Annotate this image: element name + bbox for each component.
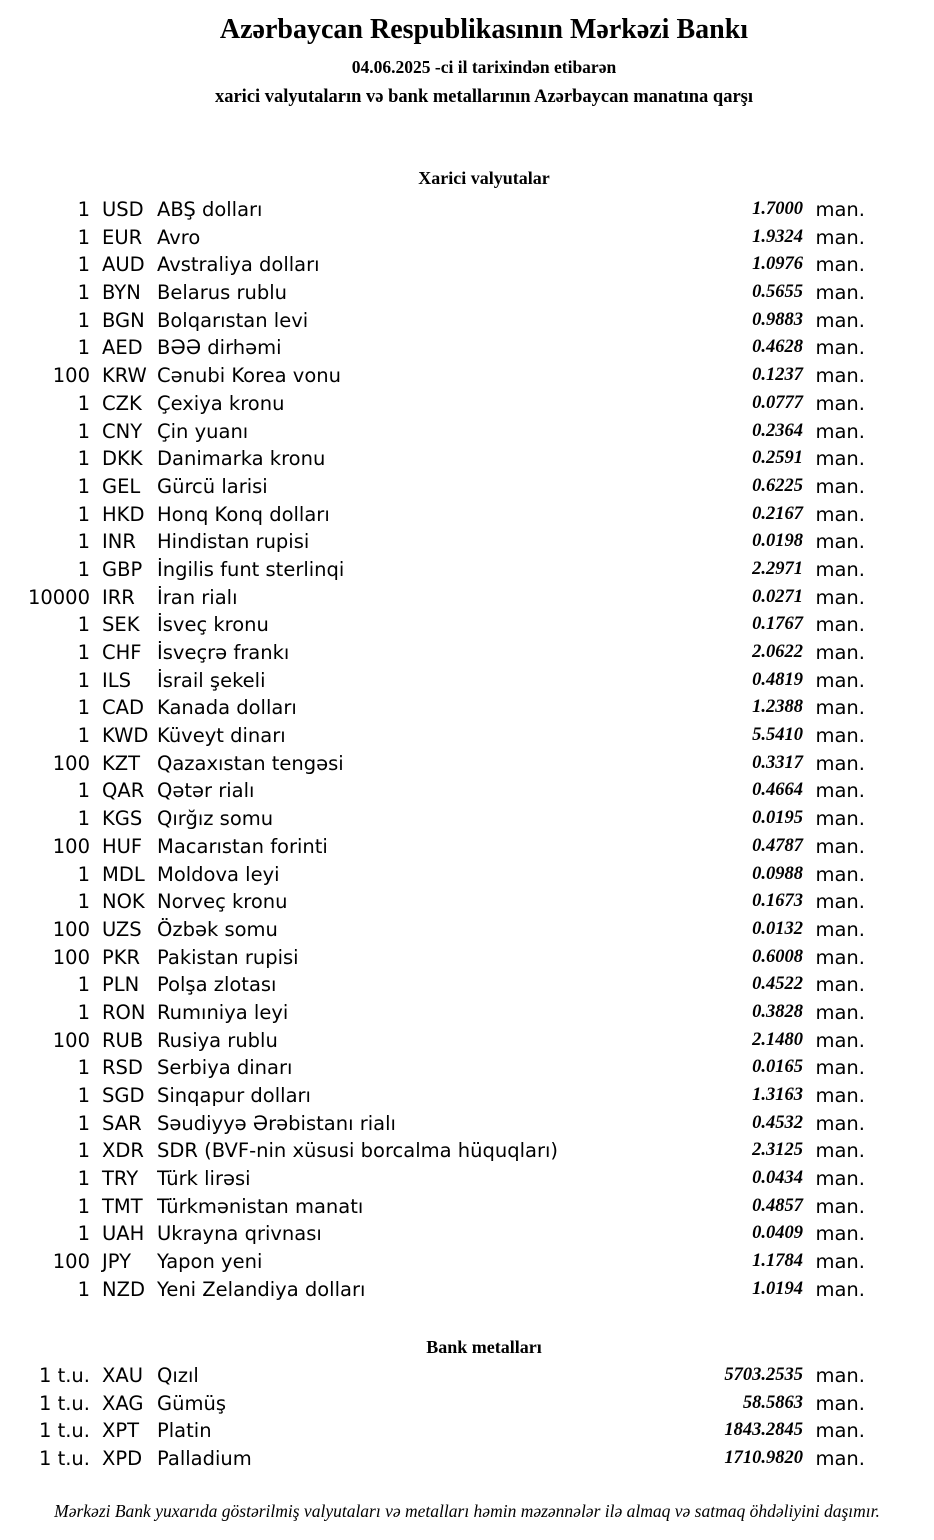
currency-row (0, 418, 934, 446)
quantity-cell: 1 (77, 281, 90, 305)
currency-code-cell: CAD (102, 696, 144, 720)
currency-name-cell: Küveyt dinarı (157, 724, 286, 748)
currency-name-cell: Polşa zlotası (157, 973, 277, 997)
currency-row (0, 556, 934, 584)
quantity-cell: 100 (52, 1028, 90, 1052)
currency-row (0, 1110, 934, 1138)
unit-label-cell: man. (815, 585, 865, 609)
currency-row (0, 445, 934, 473)
currency-name-cell: Platin (157, 1419, 212, 1443)
unit-label-cell: man. (815, 1194, 865, 1218)
quantity-cell: 1 (77, 890, 90, 914)
currency-row (0, 722, 934, 750)
rate-value-cell: 0.3828 (752, 1001, 803, 1022)
rate-value-cell: 0.6008 (752, 946, 803, 967)
currency-code-cell: NOK (102, 890, 145, 914)
unit-label-cell: man. (815, 613, 865, 637)
currency-name-cell: Qırğız somu (157, 807, 274, 831)
currency-name-cell: Pakistan rupisi (157, 945, 299, 969)
currency-code-cell: RSD (102, 1056, 143, 1080)
unit-label-cell: man. (815, 447, 865, 471)
currency-row (0, 1027, 934, 1055)
currency-name-cell: İsrail şekeli (157, 668, 266, 692)
quantity-cell: 1 (77, 807, 90, 831)
currency-code-cell: XDR (102, 1139, 144, 1163)
currency-row (0, 362, 934, 390)
unit-label-cell: man. (815, 973, 865, 997)
quantity-cell: 1 (77, 557, 90, 581)
rate-value-cell: 0.4522 (752, 974, 803, 995)
rate-value-cell: 1.1784 (752, 1251, 803, 1272)
rate-value-cell: 0.1237 (752, 365, 803, 386)
quantity-cell: 1 (77, 253, 90, 277)
currency-name-cell: Çin yuanı (157, 419, 249, 443)
quantity-cell: 1 (77, 474, 90, 498)
currency-name-cell: Qazaxıstan tengəsi (157, 751, 344, 775)
currency-row (0, 1248, 934, 1276)
rate-value-cell: 0.2591 (752, 448, 803, 469)
currency-name-cell: Yeni Zelandiya dolları (157, 1277, 366, 1301)
rate-value-cell: 0.0198 (752, 531, 803, 552)
currency-row (0, 916, 934, 944)
effective-date-line: 04.06.2025 -ci il tarixindən etibarən (351, 57, 617, 77)
quantity-cell: 1 (77, 198, 90, 221)
currency-code-cell: GEL (102, 474, 141, 498)
currency-name-cell: Moldova leyi (157, 862, 280, 886)
unit-label-cell: man. (815, 668, 865, 692)
currency-row (0, 971, 934, 999)
unit-label-cell: man. (815, 1084, 865, 1107)
currency-name-cell: ABŞ dolları (157, 198, 263, 221)
currency-code-cell: AED (102, 336, 143, 360)
currency-name-cell: BƏƏ dirhəmi (157, 336, 282, 360)
quantity-cell: 1 (77, 1222, 90, 1246)
currency-code-cell: EUR (102, 225, 143, 249)
currency-row (0, 1082, 934, 1110)
rate-value-cell: 1843.2845 (724, 1420, 803, 1441)
currency-code-cell: XAG (102, 1391, 144, 1415)
unit-label-cell: man. (815, 862, 865, 886)
metal-row (0, 1445, 934, 1473)
currency-row (0, 805, 934, 833)
unit-label-cell: man. (815, 1111, 865, 1135)
rate-value-cell: 2.2971 (752, 558, 803, 579)
rate-value-cell: 2.0622 (752, 642, 803, 662)
section-title-currencies: Xarici valyutalar (418, 168, 550, 188)
metal-row (0, 1362, 934, 1390)
currency-row (0, 1165, 934, 1193)
currency-name-cell: İsveçrə frankı (157, 641, 290, 664)
currency-row (0, 777, 934, 805)
currency-row (0, 861, 934, 889)
rate-value-cell: 1.0976 (752, 254, 803, 275)
quantity-cell: 1 (77, 862, 90, 886)
quantity-cell: 1 (77, 668, 90, 692)
metal-row (0, 1417, 934, 1445)
quantity-cell: 1 (77, 1139, 90, 1163)
currency-name-cell: Kanada dolları (157, 696, 297, 720)
unit-label-cell: man. (815, 641, 865, 664)
currency-name-cell: Gümüş (157, 1391, 226, 1415)
currency-code-cell: MDL (102, 862, 145, 886)
unit-label-cell: man. (815, 530, 865, 554)
currency-name-cell: Ukrayna qrivnası (157, 1222, 322, 1246)
currency-code-cell: JPY (102, 1250, 131, 1274)
currency-code-cell: UAH (102, 1222, 145, 1246)
currency-name-cell: Palladium (157, 1447, 252, 1471)
rate-value-cell: 0.4819 (752, 669, 803, 690)
rate-value-cell: 0.0988 (752, 863, 803, 884)
quantity-cell: 1 (77, 391, 90, 415)
unit-label-cell: man. (815, 391, 865, 415)
rate-value-cell: 5.5410 (752, 725, 803, 746)
currency-code-cell: TRY (102, 1167, 139, 1191)
rate-value-cell: 0.3317 (752, 752, 803, 773)
currency-row (0, 528, 934, 556)
quantity-cell: 100 (52, 364, 90, 388)
currency-code-cell: USD (102, 198, 144, 221)
currency-code-cell: AUD (102, 253, 145, 277)
quantity-cell: 1 (77, 641, 90, 664)
rate-value-cell: 0.9883 (752, 309, 803, 330)
currency-name-cell: Belarus rublu (157, 281, 288, 305)
currency-code-cell: CNY (102, 419, 143, 443)
quantity-cell: 1 (77, 419, 90, 443)
currency-code-cell: PKR (102, 945, 141, 969)
currency-name-cell: Gürcü larisi (157, 474, 268, 498)
currency-row (0, 944, 934, 972)
rate-value-cell: 1.0194 (752, 1278, 803, 1299)
unit-label-cell: man. (815, 225, 865, 249)
currency-row (0, 611, 934, 639)
currency-name-cell: Yapon yeni (157, 1250, 263, 1274)
rate-value-cell: 0.0195 (752, 808, 803, 829)
currency-name-cell: Norveç kronu (157, 890, 288, 914)
unit-label-cell: man. (815, 834, 865, 858)
rate-value-cell: 58.5863 (742, 1392, 803, 1413)
quantity-cell: 1 t.u. (38, 1447, 90, 1471)
quantity-cell: 100 (52, 917, 90, 941)
currency-code-cell: RON (102, 1000, 146, 1024)
unit-label-cell: man. (815, 1419, 865, 1443)
currency-row (0, 334, 934, 362)
currency-row (0, 833, 934, 861)
currency-row (0, 196, 934, 224)
currency-code-cell: TMT (102, 1194, 143, 1218)
currency-name-cell: Honq Konq dolları (157, 502, 330, 526)
unit-label-cell: man. (815, 945, 865, 969)
currency-row (0, 999, 934, 1027)
metals-table (0, 1362, 934, 1473)
rate-value-cell: 0.0165 (752, 1057, 803, 1078)
quantity-cell: 1 (77, 447, 90, 471)
rate-value-cell: 5703.2535 (724, 1365, 803, 1385)
rate-value-cell: 1.9324 (752, 226, 803, 247)
unit-label-cell: man. (815, 779, 865, 803)
rate-value-cell: 0.4787 (752, 835, 803, 856)
currency-code-cell: KRW (102, 364, 147, 388)
currency-name-cell: Türkmənistan manatı (157, 1194, 364, 1218)
currency-code-cell: HUF (102, 834, 143, 858)
unit-label-cell: man. (815, 557, 865, 581)
currency-name-cell: İran rialı (157, 585, 238, 609)
currency-code-cell: DKK (102, 447, 143, 471)
currency-name-cell: Çexiya kronu (157, 391, 285, 415)
quantity-cell: 1 t.u. (38, 1419, 90, 1443)
quantity-cell: 1 (77, 1056, 90, 1080)
unit-label-cell: man. (815, 502, 865, 526)
currency-code-cell: BGN (102, 308, 145, 332)
unit-label-cell: man. (815, 1250, 865, 1274)
currency-code-cell: SGD (102, 1084, 145, 1107)
quantity-cell: 1 (77, 1111, 90, 1135)
rate-value-cell: 0.2364 (752, 420, 803, 441)
metal-row (0, 1390, 934, 1418)
quantity-cell: 1 t.u. (38, 1391, 90, 1415)
rate-value-cell: 0.0132 (752, 918, 803, 939)
currency-row (0, 1054, 934, 1082)
currency-row (0, 1220, 934, 1248)
quantity-cell: 1 (77, 724, 90, 748)
currency-code-cell: NZD (102, 1277, 145, 1301)
rate-value-cell: 0.4532 (752, 1112, 803, 1133)
currency-code-cell: ILS (102, 668, 131, 692)
rate-value-cell: 1.7000 (752, 199, 803, 219)
unit-label-cell: man. (815, 696, 865, 720)
currency-row (0, 584, 934, 612)
quantity-cell: 100 (52, 1250, 90, 1274)
currency-row (0, 501, 934, 529)
currency-row (0, 1276, 934, 1304)
currency-code-cell: INR (102, 530, 136, 554)
currency-row (0, 473, 934, 501)
currency-name-cell: Cənubi Korea vonu (157, 364, 341, 388)
unit-label-cell: man. (815, 1139, 865, 1163)
quantity-cell: 1 (77, 1194, 90, 1218)
rate-value-cell: 0.0271 (752, 586, 803, 607)
unit-label-cell: man. (815, 474, 865, 498)
currency-code-cell: XPT (102, 1419, 140, 1443)
rate-value-cell: 0.1673 (752, 891, 803, 912)
currency-name-cell: Sinqapur dolları (157, 1084, 311, 1107)
quantity-cell: 100 (52, 834, 90, 858)
rate-value-cell: 0.1767 (752, 614, 803, 635)
currency-row (0, 307, 934, 335)
currency-code-cell: GBP (102, 557, 143, 581)
rate-value-cell: 0.4857 (752, 1195, 803, 1216)
quantity-cell: 1 (77, 779, 90, 803)
rate-value-cell: 0.6225 (752, 475, 803, 496)
rate-value-cell: 0.4664 (752, 780, 803, 801)
currency-row (0, 639, 934, 667)
rate-value-cell: 0.5655 (752, 282, 803, 303)
unit-label-cell: man. (815, 364, 865, 388)
quantity-cell: 100 (52, 751, 90, 775)
unit-label-cell: man. (815, 751, 865, 775)
currency-table (0, 196, 934, 1304)
currency-row (0, 224, 934, 252)
rate-value-cell: 0.0409 (752, 1223, 803, 1244)
page-title: Azərbaycan Respublikasının Mərkəzi Bankı (219, 14, 749, 45)
currency-name-cell: Səudiyyə Ərəbistanı rialı (157, 1111, 396, 1135)
currency-row (0, 279, 934, 307)
currency-name-cell: Rumıniya leyi (157, 1000, 289, 1024)
rate-value-cell: 0.0434 (752, 1168, 803, 1189)
quantity-cell: 1 (77, 502, 90, 526)
unit-label-cell: man. (815, 1028, 865, 1052)
currency-name-cell: Danimarka kronu (157, 447, 326, 471)
currency-name-cell: Türk lirəsi (157, 1167, 251, 1191)
rate-value-cell: 1.2388 (752, 697, 803, 718)
currency-name-cell: Bolqarıstan levi (157, 308, 309, 332)
currency-name-cell: İsveç kronu (157, 613, 269, 637)
quantity-cell: 1 (77, 1084, 90, 1107)
unit-label-cell: man. (815, 1364, 865, 1387)
currency-code-cell: QAR (102, 779, 145, 803)
quantity-cell: 1 (77, 225, 90, 249)
currency-row (0, 390, 934, 418)
unit-label-cell: man. (815, 1000, 865, 1024)
currency-code-cell: XPD (102, 1447, 143, 1471)
unit-label-cell: man. (815, 308, 865, 332)
currency-name-cell: İngilis funt sterlinqi (157, 557, 345, 581)
quantity-cell: 1 (77, 1000, 90, 1024)
quantity-cell: 1 (77, 696, 90, 720)
rate-value-cell: 0.4628 (752, 337, 803, 358)
quantity-cell: 1 (77, 613, 90, 637)
currency-code-cell: UZS (102, 917, 142, 941)
rate-value-cell: 1.3163 (752, 1085, 803, 1105)
unit-label-cell: man. (815, 1222, 865, 1246)
quantity-cell: 1 (77, 336, 90, 360)
unit-label-cell: man. (815, 281, 865, 305)
currency-code-cell: CZK (102, 391, 142, 415)
currency-code-cell: SEK (102, 613, 140, 637)
quantity-cell: 1 (77, 973, 90, 997)
unit-label-cell: man. (815, 724, 865, 748)
unit-label-cell: man. (815, 419, 865, 443)
currency-name-cell: Avro (157, 225, 201, 249)
currency-row (0, 694, 934, 722)
unit-label-cell: man. (815, 917, 865, 941)
currency-name-cell: Serbiya dinarı (157, 1056, 293, 1080)
currency-code-cell: KZT (102, 751, 141, 775)
quantity-cell: 1 (77, 530, 90, 554)
currency-code-cell: XAU (102, 1364, 143, 1387)
quantity-cell: 100 (52, 945, 90, 969)
page-subtitle: xarici valyutaların və bank metallarının Azərbaycan manatına qarşı (214, 87, 754, 107)
currency-code-cell: PLN (102, 973, 140, 997)
quantity-cell: 10000 (27, 585, 90, 609)
currency-row (0, 750, 934, 778)
currency-name-cell: Rusiya rublu (157, 1028, 278, 1052)
unit-label-cell: man. (815, 1056, 865, 1080)
unit-label-cell: man. (815, 198, 865, 221)
currency-row (0, 1137, 934, 1165)
quantity-cell: 1 (77, 1277, 90, 1301)
unit-label-cell: man. (815, 253, 865, 277)
unit-label-cell: man. (815, 807, 865, 831)
rate-value-cell: 2.3125 (752, 1140, 803, 1161)
currency-row (0, 1193, 934, 1221)
footer-note: Mərkəzi Bank yuxarıda göstərilmiş valyutaları və metalları həmin məzənnələr ilə almaq və satmaq öhdəliyini daşımır. (54, 1501, 880, 1521)
currency-row (0, 667, 934, 695)
currency-code-cell: HKD (102, 502, 145, 526)
section-title-metals: Bank metalları (426, 1337, 542, 1357)
currency-row (0, 888, 934, 916)
currency-code-cell: RUB (102, 1028, 144, 1052)
rate-value-cell: 0.0777 (752, 392, 803, 413)
currency-name-cell: Hindistan rupisi (157, 530, 310, 554)
currency-code-cell: KWD (102, 724, 149, 748)
currency-code-cell: BYN (102, 281, 141, 305)
quantity-cell: 1 (77, 1167, 90, 1191)
currency-name-cell: Qətər rialı (157, 779, 255, 803)
currency-name-cell: SDR (BVF-nin xüsusi borcalma hüquqları) (157, 1139, 559, 1163)
unit-label-cell: man. (815, 1167, 865, 1191)
quantity-cell: 1 (77, 308, 90, 332)
currency-code-cell: CHF (102, 641, 142, 664)
currency-name-cell: Qızıl (157, 1364, 199, 1387)
currency-name-cell: Macarıstan forinti (157, 834, 328, 858)
unit-label-cell: man. (815, 1277, 865, 1301)
currency-code-cell: KGS (102, 807, 143, 831)
currency-name-cell: Avstraliya dolları (157, 253, 320, 277)
unit-label-cell: man. (815, 336, 865, 360)
currency-code-cell: SAR (102, 1111, 142, 1135)
currency-code-cell: IRR (102, 585, 135, 609)
currency-name-cell: Özbək somu (157, 917, 278, 941)
currency-row (0, 251, 934, 279)
rate-value-cell: 1710.9820 (724, 1448, 803, 1469)
unit-label-cell: man. (815, 1391, 865, 1415)
quantity-cell: 1 t.u. (38, 1364, 90, 1387)
unit-label-cell: man. (815, 1447, 865, 1471)
unit-label-cell: man. (815, 890, 865, 914)
rate-value-cell: 2.1480 (752, 1029, 803, 1050)
rate-value-cell: 0.2167 (752, 503, 803, 524)
